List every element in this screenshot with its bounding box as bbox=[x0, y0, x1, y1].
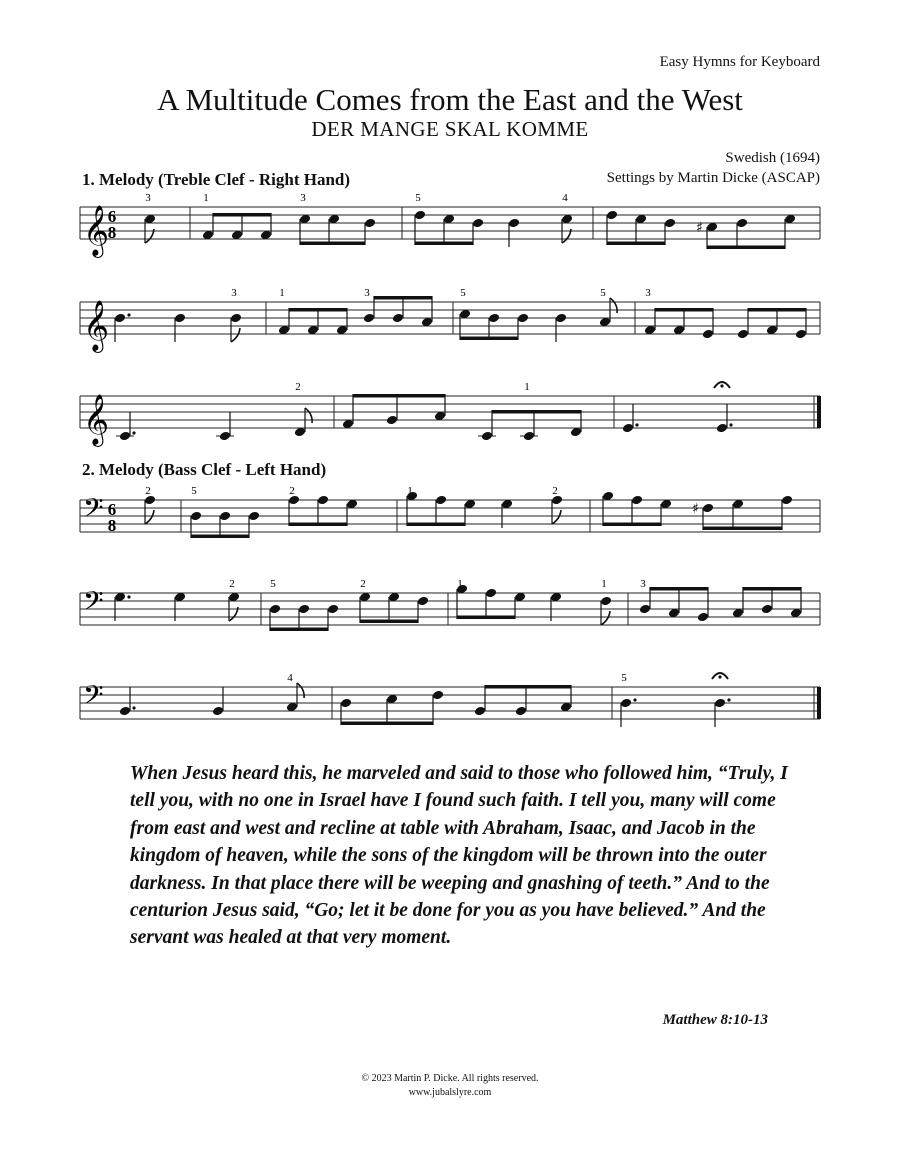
note-head bbox=[414, 210, 426, 221]
note-head bbox=[508, 218, 520, 229]
time-signature-top: 6 bbox=[107, 500, 117, 519]
note-head bbox=[716, 423, 728, 434]
note-flag bbox=[231, 328, 240, 342]
fingering-number: 5 bbox=[191, 485, 197, 497]
fingering-number: 4 bbox=[562, 192, 568, 204]
time-signature-bottom: 8 bbox=[107, 223, 117, 242]
fingering-number: 3 bbox=[300, 192, 306, 204]
note-beam bbox=[360, 620, 418, 624]
augmentation-dot bbox=[132, 431, 135, 434]
note-head bbox=[737, 329, 749, 340]
note-head bbox=[631, 495, 643, 506]
note-head bbox=[392, 313, 404, 324]
note-head bbox=[363, 313, 375, 324]
time-signature-top: 6 bbox=[107, 207, 117, 226]
note-head bbox=[555, 313, 567, 324]
fingering-number: 5 bbox=[270, 578, 276, 590]
note-beam bbox=[407, 523, 465, 527]
note-head bbox=[212, 706, 224, 717]
note-beam bbox=[460, 337, 518, 341]
fingering-number: 4 bbox=[287, 672, 293, 684]
note-head bbox=[364, 218, 376, 229]
note-flag bbox=[305, 408, 312, 423]
note-head bbox=[761, 604, 773, 615]
note-head bbox=[432, 690, 444, 701]
fingering-number: 2 bbox=[552, 485, 558, 497]
note-head bbox=[174, 313, 186, 324]
note-flag bbox=[297, 683, 304, 698]
hymn-title: A Multitude Comes from the East and the West bbox=[157, 82, 743, 117]
staff-system-treble-3 bbox=[0, 376, 900, 466]
note-head bbox=[702, 503, 714, 514]
arranger-credit: Settings by Martin Dicke (ASCAP) bbox=[606, 170, 820, 186]
fingering-number: 2 bbox=[145, 485, 151, 497]
note-head bbox=[327, 604, 339, 615]
note-head bbox=[472, 218, 484, 229]
note-head bbox=[781, 495, 793, 506]
section-title-treble: 1. Melody (Treble Clef - Right Hand) bbox=[82, 170, 351, 189]
final-barline-thick bbox=[817, 396, 821, 428]
note-beam bbox=[289, 523, 347, 527]
augmentation-dot bbox=[633, 698, 636, 701]
note-head bbox=[488, 313, 500, 324]
note-head bbox=[119, 706, 131, 717]
fingering-number: 2 bbox=[295, 381, 301, 393]
note-head bbox=[269, 604, 281, 615]
note-beam bbox=[213, 213, 271, 217]
bass-clef-icon: 𝄢 bbox=[83, 492, 104, 530]
augmentation-dot bbox=[127, 313, 130, 316]
note-head bbox=[119, 431, 131, 442]
note-beam bbox=[415, 242, 473, 246]
time-signature-bottom: 8 bbox=[107, 516, 117, 535]
note-head bbox=[114, 313, 126, 324]
note-head bbox=[606, 210, 618, 221]
note-flag bbox=[552, 510, 561, 524]
note-head bbox=[697, 612, 709, 623]
note-head bbox=[219, 511, 231, 522]
scripture-block bbox=[130, 760, 790, 952]
augmentation-dot bbox=[127, 595, 130, 598]
fingering-number: 3 bbox=[645, 287, 651, 299]
final-barline-thick bbox=[817, 687, 821, 719]
staff-system-bass-2 bbox=[0, 573, 900, 663]
augmentation-dot bbox=[635, 423, 638, 426]
fingering-number: 3 bbox=[231, 287, 237, 299]
tune-origin: Swedish (1694) bbox=[725, 150, 820, 166]
series-title: Easy Hymns for Keyboard bbox=[659, 54, 820, 70]
note-head bbox=[714, 698, 726, 709]
note-beam bbox=[191, 535, 249, 539]
tune-name: DER MANGE SKAL KOMME bbox=[311, 117, 589, 141]
fingering-number: 5 bbox=[460, 287, 466, 299]
staff-system-treble-1 bbox=[0, 187, 900, 277]
note-beam bbox=[492, 410, 581, 414]
fingering-number: 1 bbox=[601, 578, 607, 590]
fingering-number: 1 bbox=[203, 192, 209, 204]
fingering-number: 1 bbox=[524, 381, 530, 393]
fingering-number: 2 bbox=[289, 485, 295, 497]
staff-system-bass-1 bbox=[0, 480, 900, 570]
note-head bbox=[298, 604, 310, 615]
bass-clef-icon: 𝄢 bbox=[83, 679, 104, 717]
copyright-notice: © 2023 Martin P. Dicke. All rights reserved. bbox=[361, 1073, 539, 1084]
note-head bbox=[317, 495, 329, 506]
fingering-number: 5 bbox=[415, 192, 421, 204]
note-head bbox=[435, 495, 447, 506]
note-head bbox=[795, 329, 807, 340]
note-beam bbox=[341, 722, 433, 726]
note-beam bbox=[353, 394, 445, 398]
section-title-bass: 2. Melody (Bass Clef - Left Hand) bbox=[82, 460, 327, 479]
note-head bbox=[620, 698, 632, 709]
scripture-citation: Matthew 8:10-13 bbox=[662, 1012, 768, 1028]
note-beam bbox=[457, 616, 515, 620]
staff-system-bass-3 bbox=[0, 667, 900, 757]
note-head bbox=[515, 706, 527, 717]
note-beam bbox=[650, 587, 708, 591]
fermata-dot bbox=[718, 675, 721, 678]
augmentation-dot bbox=[729, 423, 732, 426]
treble-clef-icon: 𝄞 bbox=[83, 205, 110, 256]
note-head bbox=[639, 604, 651, 615]
note-head bbox=[664, 218, 676, 229]
note-beam bbox=[289, 308, 347, 312]
fingering-number: 5 bbox=[621, 672, 627, 684]
sharp-icon: ♯ bbox=[696, 220, 703, 236]
note-head bbox=[190, 511, 202, 522]
fingering-number: 2 bbox=[360, 578, 366, 590]
fingering-number: 1 bbox=[407, 485, 413, 497]
fingering-number: 2 bbox=[229, 578, 235, 590]
note-head bbox=[474, 706, 486, 717]
note-beam bbox=[603, 523, 661, 527]
treble-clef-icon: 𝄞 bbox=[83, 300, 110, 351]
staff-system-treble-2 bbox=[0, 282, 900, 372]
website-link[interactable]: www.jubalslyre.com bbox=[408, 1087, 492, 1098]
note-beam bbox=[748, 308, 806, 312]
fingering-number: 3 bbox=[640, 578, 646, 590]
fingering-number: 3 bbox=[145, 192, 151, 204]
note-flag bbox=[145, 510, 154, 524]
note-head bbox=[219, 431, 231, 442]
note-head bbox=[523, 431, 535, 442]
augmentation-dot bbox=[132, 706, 135, 709]
note-head bbox=[230, 313, 242, 324]
fingering-number: 3 bbox=[364, 287, 370, 299]
fingering-number: 1 bbox=[279, 287, 285, 299]
scripture-quote: When Jesus heard this, he marveled and said to those who followed him, “Truly, I tell you, with no one in Israel have I found such faith. I tell you, many will come from east and west and recline at table with Abraham, Isaac, and Jacob in the kingdom of heaven, while the sons of the kingdom will be thrown into the outer darkness. In that place there will be weeping and gnashing of teeth.” And to the centurion Jesus said, “Go; let it be done for you as you have believed.” And the servant was healed at that very moment. bbox=[130, 763, 788, 949]
note-head bbox=[248, 511, 260, 522]
augmentation-dot bbox=[727, 698, 730, 701]
note-head bbox=[340, 698, 352, 709]
note-beam bbox=[270, 628, 328, 632]
note-beam bbox=[703, 527, 782, 531]
note-beam bbox=[743, 587, 801, 591]
note-beam bbox=[374, 296, 432, 300]
note-head bbox=[417, 596, 429, 607]
note-head bbox=[622, 423, 634, 434]
note-head bbox=[736, 218, 748, 229]
note-head bbox=[485, 588, 497, 599]
note-head bbox=[517, 313, 529, 324]
fingering-number: 5 bbox=[600, 287, 606, 299]
note-head bbox=[600, 596, 612, 607]
note-beam bbox=[485, 685, 571, 689]
fingering-number: 1 bbox=[457, 578, 463, 590]
sharp-icon: ♯ bbox=[692, 501, 699, 517]
note-head bbox=[481, 431, 493, 442]
note-beam bbox=[707, 246, 785, 250]
treble-clef-icon: 𝄞 bbox=[83, 394, 110, 445]
note-beam bbox=[655, 308, 713, 312]
fermata-dot bbox=[720, 384, 723, 387]
note-beam bbox=[300, 242, 365, 246]
note-beam bbox=[607, 242, 665, 246]
note-flag bbox=[601, 611, 610, 625]
note-head bbox=[386, 415, 398, 426]
note-head bbox=[702, 329, 714, 340]
note-flag bbox=[610, 298, 617, 313]
bass-clef-icon: 𝄢 bbox=[83, 585, 104, 623]
